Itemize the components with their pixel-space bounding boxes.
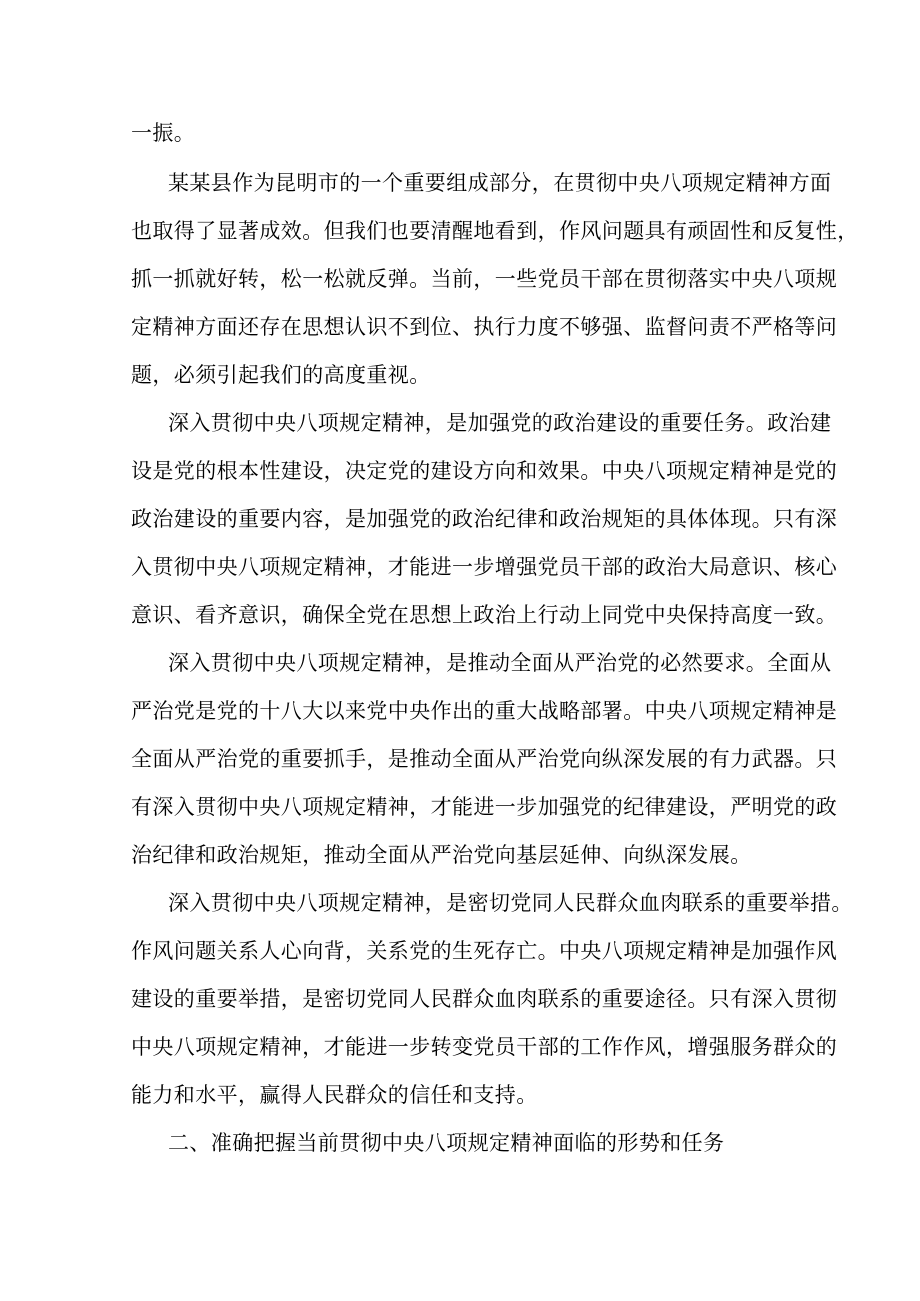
paragraph-line: 也取得了显著成效。但我们也要清醒地看到，作风问题具有顽固性和反复性， [131, 219, 859, 243]
paragraph-line: 能力和水平，赢得人民群众的信任和支持。 [131, 1083, 538, 1107]
paragraph-line: 政治建设的重要内容，是加强党的政治纪律和政治规矩的具体体现。只有深 [131, 507, 838, 531]
paragraph-line: 严治党是党的十八大以来党中央作出的重大战略部署。中央八项规定精神是 [131, 699, 838, 723]
paragraph-line: 深入贯彻中央八项规定精神，是推动全面从严治党的必然要求。全面从 [168, 651, 832, 675]
paragraph-line: 全面从严治党的重要抓手，是推动全面从严治党向纵深发展的有力武器。只 [131, 747, 838, 771]
paragraph-line: 中央八项规定精神，才能进一步转变党员干部的工作作风，增强服务群众的 [131, 1035, 838, 1059]
paragraph-line: 某某县作为昆明市的一个重要组成部分，在贯彻中央八项规定精神方面 [168, 171, 832, 195]
paragraph-line: 定精神方面还存在思想认识不到位、执行力度不够强、监督问责不严格等问 [131, 315, 838, 339]
paragraph-line: 一振。 [131, 121, 196, 145]
paragraph-line: 设是党的根本性建设，决定党的建设方向和效果。中央八项规定精神是党的 [131, 459, 838, 483]
paragraph-line: 有深入贯彻中央八项规定精神，才能进一步加强党的纪律建设，严明党的政 [131, 795, 838, 819]
section-heading: 二、准确把握当前贯彻中央八项规定精神面临的形势和任务 [168, 1131, 725, 1155]
paragraph-line: 抓一抓就好转，松一松就反弹。当前，一些党员干部在贯彻落实中央八项规 [131, 267, 838, 291]
paragraph-line: 入贯彻中央八项规定精神，才能进一步增强党员干部的政治大局意识、核心 [131, 555, 838, 579]
paragraph-line: 深入贯彻中央八项规定精神，是密切党同人民群众血肉联系的重要举措。 [168, 891, 853, 915]
paragraph-line: 作风问题关系人心向背，关系党的生死存亡。中央八项规定精神是加强作风 [131, 939, 838, 963]
paragraph-line: 意识、看齐意识，确保全党在思想上政治上行动上同党中央保持高度一致。 [131, 603, 838, 627]
paragraph-line: 建设的重要举措，是密切党同人民群众血肉联系的重要途径。只有深入贯彻 [131, 987, 838, 1011]
paragraph-line: 治纪律和政治规矩，推动全面从严治党向基层延伸、向纵深发展。 [131, 843, 752, 867]
paragraph-line: 题，必须引起我们的高度重视。 [131, 363, 431, 387]
paragraph-line: 深入贯彻中央八项规定精神，是加强党的政治建设的重要任务。政治建 [168, 411, 832, 435]
